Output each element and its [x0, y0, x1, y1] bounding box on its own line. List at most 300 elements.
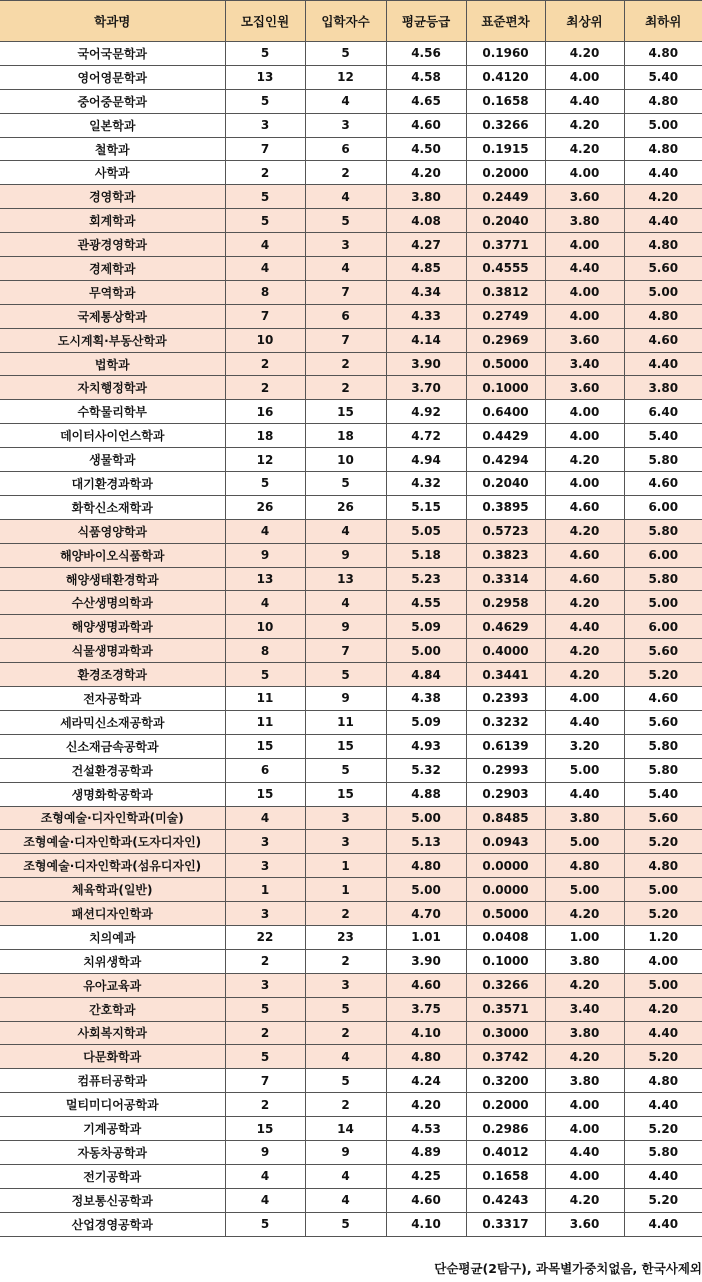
cell-average-grade: 4.93: [386, 734, 466, 758]
table-row: [0, 925, 702, 949]
table-row: [0, 1188, 702, 1212]
header-bottom-grade: 최하위: [624, 1, 702, 42]
cell-standard-deviation: 0.5000: [466, 902, 545, 926]
table-row: [0, 328, 702, 352]
cell-average-grade: 5.00: [386, 639, 466, 663]
cell-department: 수학물리학부: [0, 400, 225, 424]
cell-bottom-grade: 4.40: [624, 352, 702, 376]
cell-admitted-count: 5: [305, 472, 386, 496]
cell-top-grade: 4.20: [545, 902, 624, 926]
cell-bottom-grade: 5.60: [624, 806, 702, 830]
cell-standard-deviation: 0.2903: [466, 782, 545, 806]
cell-average-grade: 4.60: [386, 973, 466, 997]
cell-bottom-grade: 5.80: [624, 519, 702, 543]
table-row: [0, 424, 702, 448]
cell-department: 환경조경학과: [0, 663, 225, 687]
cell-top-grade: 4.40: [545, 257, 624, 281]
header-top-grade: 최상위: [545, 1, 624, 42]
cell-top-grade: 4.00: [545, 424, 624, 448]
cell-recruit-count: 3: [225, 902, 305, 926]
cell-bottom-grade: 4.80: [624, 42, 702, 66]
cell-bottom-grade: 5.40: [624, 65, 702, 89]
cell-department: 신소재금속공학과: [0, 734, 225, 758]
cell-bottom-grade: 5.80: [624, 758, 702, 782]
cell-average-grade: 5.00: [386, 878, 466, 902]
cell-bottom-grade: 4.80: [624, 854, 702, 878]
cell-bottom-grade: 4.20: [624, 997, 702, 1021]
cell-bottom-grade: 4.80: [624, 304, 702, 328]
cell-department: 자동차공학과: [0, 1140, 225, 1164]
table-row: [0, 1212, 702, 1236]
table-row: [0, 806, 702, 830]
cell-top-grade: 4.00: [545, 687, 624, 711]
cell-admitted-count: 7: [305, 328, 386, 352]
cell-admitted-count: 13: [305, 567, 386, 591]
cell-recruit-count: 8: [225, 639, 305, 663]
table-row: [0, 1093, 702, 1117]
cell-bottom-grade: 1.20: [624, 925, 702, 949]
cell-admitted-count: 5: [305, 209, 386, 233]
cell-admitted-count: 7: [305, 639, 386, 663]
cell-bottom-grade: 4.60: [624, 328, 702, 352]
cell-standard-deviation: 0.3266: [466, 113, 545, 137]
cell-average-grade: 5.05: [386, 519, 466, 543]
table-header-row: [0, 1, 702, 42]
cell-top-grade: 3.80: [545, 949, 624, 973]
cell-recruit-count: 7: [225, 137, 305, 161]
header-department: 학과명: [0, 1, 225, 42]
cell-admitted-count: 5: [305, 758, 386, 782]
cell-standard-deviation: 0.3266: [466, 973, 545, 997]
cell-standard-deviation: 0.6139: [466, 734, 545, 758]
table-row: [0, 257, 702, 281]
cell-admitted-count: 6: [305, 137, 386, 161]
cell-department: 법학과: [0, 352, 225, 376]
cell-average-grade: 3.70: [386, 376, 466, 400]
cell-top-grade: 3.80: [545, 1021, 624, 1045]
cell-average-grade: 3.75: [386, 997, 466, 1021]
cell-department: 체육학과(일반): [0, 878, 225, 902]
table-row: [0, 782, 702, 806]
cell-bottom-grade: 5.60: [624, 710, 702, 734]
cell-average-grade: 4.58: [386, 65, 466, 89]
cell-top-grade: 4.40: [545, 89, 624, 113]
cell-admitted-count: 15: [305, 734, 386, 758]
cell-recruit-count: 1: [225, 878, 305, 902]
cell-bottom-grade: 5.60: [624, 257, 702, 281]
cell-department: 영어영문학과: [0, 65, 225, 89]
cell-standard-deviation: 0.5000: [466, 352, 545, 376]
cell-top-grade: 5.00: [545, 758, 624, 782]
cell-department: 대기환경과학과: [0, 472, 225, 496]
cell-top-grade: 4.20: [545, 519, 624, 543]
cell-department: 철학과: [0, 137, 225, 161]
cell-bottom-grade: 5.00: [624, 280, 702, 304]
cell-department: 유아교육과: [0, 973, 225, 997]
cell-recruit-count: 4: [225, 806, 305, 830]
cell-standard-deviation: 0.0408: [466, 925, 545, 949]
cell-bottom-grade: 5.40: [624, 782, 702, 806]
table-row: [0, 161, 702, 185]
cell-average-grade: 4.80: [386, 1045, 466, 1069]
cell-bottom-grade: 4.20: [624, 185, 702, 209]
cell-standard-deviation: 0.0943: [466, 830, 545, 854]
table-row: [0, 997, 702, 1021]
cell-standard-deviation: 0.2449: [466, 185, 545, 209]
cell-standard-deviation: 0.3000: [466, 1021, 545, 1045]
cell-top-grade: 3.40: [545, 352, 624, 376]
cell-bottom-grade: 5.20: [624, 1188, 702, 1212]
table-row: [0, 1164, 702, 1188]
cell-average-grade: 4.53: [386, 1117, 466, 1141]
cell-admitted-count: 11: [305, 710, 386, 734]
cell-top-grade: 3.80: [545, 209, 624, 233]
cell-standard-deviation: 0.4294: [466, 448, 545, 472]
cell-standard-deviation: 0.2040: [466, 472, 545, 496]
cell-bottom-grade: 5.60: [624, 639, 702, 663]
table-row: [0, 65, 702, 89]
cell-average-grade: 4.27: [386, 233, 466, 257]
cell-standard-deviation: 0.4429: [466, 424, 545, 448]
table-row: [0, 854, 702, 878]
cell-recruit-count: 26: [225, 495, 305, 519]
cell-recruit-count: 3: [225, 973, 305, 997]
cell-bottom-grade: 5.00: [624, 113, 702, 137]
cell-recruit-count: 4: [225, 233, 305, 257]
cell-department: 국제통상학과: [0, 304, 225, 328]
cell-recruit-count: 2: [225, 949, 305, 973]
cell-standard-deviation: 0.3771: [466, 233, 545, 257]
cell-recruit-count: 4: [225, 1188, 305, 1212]
cell-standard-deviation: 0.4243: [466, 1188, 545, 1212]
cell-bottom-grade: 5.00: [624, 973, 702, 997]
cell-average-grade: 4.80: [386, 854, 466, 878]
table-row: [0, 280, 702, 304]
cell-department: 조형예술·디자인학과(섬유디자인): [0, 854, 225, 878]
cell-admitted-count: 5: [305, 42, 386, 66]
cell-average-grade: 5.32: [386, 758, 466, 782]
cell-department: 간호학과: [0, 997, 225, 1021]
cell-department: 일본학과: [0, 113, 225, 137]
cell-top-grade: 4.60: [545, 567, 624, 591]
cell-admitted-count: 5: [305, 1069, 386, 1093]
cell-top-grade: 5.00: [545, 830, 624, 854]
cell-standard-deviation: 0.4012: [466, 1140, 545, 1164]
cell-department: 경제학과: [0, 257, 225, 281]
cell-admitted-count: 5: [305, 1212, 386, 1236]
cell-admitted-count: 12: [305, 65, 386, 89]
cell-department: 수산생명의학과: [0, 591, 225, 615]
cell-department: 관광경영학과: [0, 233, 225, 257]
cell-recruit-count: 9: [225, 543, 305, 567]
cell-recruit-count: 5: [225, 89, 305, 113]
table-body: [0, 42, 702, 1237]
cell-top-grade: 4.20: [545, 113, 624, 137]
cell-top-grade: 4.60: [545, 495, 624, 519]
cell-top-grade: 4.60: [545, 543, 624, 567]
table-row: [0, 137, 702, 161]
cell-recruit-count: 5: [225, 663, 305, 687]
cell-standard-deviation: 0.3895: [466, 495, 545, 519]
cell-bottom-grade: 5.20: [624, 902, 702, 926]
table-row: [0, 902, 702, 926]
table-row: [0, 1117, 702, 1141]
cell-recruit-count: 4: [225, 1164, 305, 1188]
cell-average-grade: 4.85: [386, 257, 466, 281]
cell-admitted-count: 1: [305, 854, 386, 878]
cell-department: 무역학과: [0, 280, 225, 304]
cell-admitted-count: 18: [305, 424, 386, 448]
cell-recruit-count: 5: [225, 185, 305, 209]
cell-admitted-count: 2: [305, 949, 386, 973]
cell-department: 조형예술·디자인학과(미술): [0, 806, 225, 830]
cell-bottom-grade: 4.40: [624, 161, 702, 185]
cell-top-grade: 4.20: [545, 448, 624, 472]
cell-recruit-count: 7: [225, 304, 305, 328]
cell-department: 조형예술·디자인학과(도자디자인): [0, 830, 225, 854]
cell-average-grade: 4.92: [386, 400, 466, 424]
cell-top-grade: 1.00: [545, 925, 624, 949]
cell-standard-deviation: 0.3571: [466, 997, 545, 1021]
cell-admitted-count: 23: [305, 925, 386, 949]
cell-average-grade: 4.20: [386, 1093, 466, 1117]
cell-recruit-count: 5: [225, 472, 305, 496]
cell-standard-deviation: 0.1658: [466, 89, 545, 113]
cell-top-grade: 3.80: [545, 806, 624, 830]
table-row: [0, 687, 702, 711]
cell-average-grade: 5.15: [386, 495, 466, 519]
cell-standard-deviation: 0.4000: [466, 639, 545, 663]
cell-bottom-grade: 6.00: [624, 495, 702, 519]
cell-top-grade: 4.80: [545, 854, 624, 878]
cell-recruit-count: 5: [225, 1212, 305, 1236]
cell-bottom-grade: 4.40: [624, 1021, 702, 1045]
cell-standard-deviation: 0.2958: [466, 591, 545, 615]
cell-bottom-grade: 4.40: [624, 1164, 702, 1188]
table-row: [0, 233, 702, 257]
table-row: [0, 567, 702, 591]
cell-admitted-count: 4: [305, 591, 386, 615]
cell-standard-deviation: 0.1960: [466, 42, 545, 66]
cell-department: 생명화학공학과: [0, 782, 225, 806]
cell-average-grade: 3.80: [386, 185, 466, 209]
cell-average-grade: 4.33: [386, 304, 466, 328]
cell-department: 중어중문학과: [0, 89, 225, 113]
cell-recruit-count: 3: [225, 854, 305, 878]
cell-recruit-count: 7: [225, 1069, 305, 1093]
cell-recruit-count: 12: [225, 448, 305, 472]
cell-top-grade: 4.40: [545, 615, 624, 639]
cell-standard-deviation: 0.6400: [466, 400, 545, 424]
cell-top-grade: 4.00: [545, 233, 624, 257]
cell-standard-deviation: 0.2000: [466, 161, 545, 185]
cell-top-grade: 4.40: [545, 782, 624, 806]
cell-recruit-count: 6: [225, 758, 305, 782]
cell-department: 해양생태환경학과: [0, 567, 225, 591]
cell-average-grade: 4.88: [386, 782, 466, 806]
cell-bottom-grade: 5.80: [624, 448, 702, 472]
cell-department: 기계공학과: [0, 1117, 225, 1141]
cell-bottom-grade: 6.00: [624, 543, 702, 567]
cell-average-grade: 4.94: [386, 448, 466, 472]
cell-average-grade: 4.14: [386, 328, 466, 352]
cell-standard-deviation: 0.0000: [466, 878, 545, 902]
cell-average-grade: 4.24: [386, 1069, 466, 1093]
cell-average-grade: 4.34: [386, 280, 466, 304]
cell-admitted-count: 2: [305, 1093, 386, 1117]
cell-top-grade: 3.60: [545, 185, 624, 209]
table-row: [0, 1045, 702, 1069]
cell-top-grade: 4.20: [545, 591, 624, 615]
cell-admitted-count: 10: [305, 448, 386, 472]
table-row: [0, 758, 702, 782]
table-row: [0, 710, 702, 734]
cell-average-grade: 3.90: [386, 949, 466, 973]
cell-top-grade: 4.00: [545, 1117, 624, 1141]
cell-admitted-count: 2: [305, 902, 386, 926]
cell-average-grade: 4.60: [386, 1188, 466, 1212]
cell-department: 컴퓨터공학과: [0, 1069, 225, 1093]
table-row: [0, 42, 702, 66]
table-row: [0, 830, 702, 854]
cell-standard-deviation: 0.4629: [466, 615, 545, 639]
table-row: [0, 495, 702, 519]
cell-recruit-count: 16: [225, 400, 305, 424]
cell-recruit-count: 4: [225, 519, 305, 543]
cell-average-grade: 4.08: [386, 209, 466, 233]
header-standard-deviation: 표준편차: [466, 1, 545, 42]
cell-recruit-count: 3: [225, 830, 305, 854]
cell-bottom-grade: 5.00: [624, 591, 702, 615]
table-row: [0, 209, 702, 233]
cell-bottom-grade: 4.80: [624, 89, 702, 113]
cell-standard-deviation: 0.2040: [466, 209, 545, 233]
cell-department: 산업경영공학과: [0, 1212, 225, 1236]
cell-recruit-count: 2: [225, 352, 305, 376]
cell-recruit-count: 10: [225, 615, 305, 639]
cell-admitted-count: 3: [305, 830, 386, 854]
cell-recruit-count: 18: [225, 424, 305, 448]
cell-department: 해양생명과학과: [0, 615, 225, 639]
cell-bottom-grade: 5.00: [624, 878, 702, 902]
cell-admitted-count: 3: [305, 113, 386, 137]
table-row: [0, 663, 702, 687]
cell-department: 자치행정학과: [0, 376, 225, 400]
cell-standard-deviation: 0.1658: [466, 1164, 545, 1188]
cell-recruit-count: 5: [225, 1045, 305, 1069]
cell-top-grade: 4.00: [545, 65, 624, 89]
table-row: [0, 591, 702, 615]
cell-top-grade: 3.60: [545, 328, 624, 352]
cell-department: 해양바이오식품학과: [0, 543, 225, 567]
table-row: [0, 448, 702, 472]
cell-department: 데이터사이언스학과: [0, 424, 225, 448]
cell-standard-deviation: 0.3812: [466, 280, 545, 304]
cell-department: 생물학과: [0, 448, 225, 472]
cell-admitted-count: 5: [305, 997, 386, 1021]
table-row: [0, 185, 702, 209]
cell-average-grade: 5.18: [386, 543, 466, 567]
cell-standard-deviation: 0.3200: [466, 1069, 545, 1093]
cell-standard-deviation: 0.2993: [466, 758, 545, 782]
cell-average-grade: 5.23: [386, 567, 466, 591]
cell-recruit-count: 15: [225, 782, 305, 806]
cell-admitted-count: 15: [305, 400, 386, 424]
cell-admitted-count: 9: [305, 687, 386, 711]
cell-average-grade: 4.72: [386, 424, 466, 448]
header-admitted-count: 입학자수: [305, 1, 386, 42]
cell-top-grade: 4.20: [545, 137, 624, 161]
cell-recruit-count: 13: [225, 567, 305, 591]
cell-recruit-count: 2: [225, 1021, 305, 1045]
cell-admitted-count: 15: [305, 782, 386, 806]
cell-admitted-count: 6: [305, 304, 386, 328]
cell-bottom-grade: 5.80: [624, 1140, 702, 1164]
cell-bottom-grade: 5.80: [624, 734, 702, 758]
cell-bottom-grade: 4.80: [624, 233, 702, 257]
cell-admitted-count: 4: [305, 89, 386, 113]
footnote: 단순평균(2탐구), 과목별가중치없음, 한국사제외: [434, 1261, 702, 1276]
cell-admitted-count: 9: [305, 615, 386, 639]
cell-admitted-count: 1: [305, 878, 386, 902]
cell-department: 화학신소재학과: [0, 495, 225, 519]
table-row: [0, 878, 702, 902]
cell-admitted-count: 4: [305, 1188, 386, 1212]
cell-department: 국어국문학과: [0, 42, 225, 66]
cell-top-grade: 4.00: [545, 400, 624, 424]
cell-standard-deviation: 0.3823: [466, 543, 545, 567]
cell-top-grade: 4.40: [545, 710, 624, 734]
cell-top-grade: 4.20: [545, 1045, 624, 1069]
cell-bottom-grade: 5.20: [624, 1117, 702, 1141]
cell-top-grade: 4.00: [545, 280, 624, 304]
cell-top-grade: 4.00: [545, 161, 624, 185]
cell-admitted-count: 7: [305, 280, 386, 304]
cell-standard-deviation: 0.1915: [466, 137, 545, 161]
cell-average-grade: 4.60: [386, 113, 466, 137]
cell-standard-deviation: 0.3314: [466, 567, 545, 591]
cell-average-grade: 5.09: [386, 710, 466, 734]
cell-recruit-count: 2: [225, 161, 305, 185]
cell-department: 식품영양학과: [0, 519, 225, 543]
cell-average-grade: 4.20: [386, 161, 466, 185]
cell-bottom-grade: 3.80: [624, 376, 702, 400]
cell-department: 치위생학과: [0, 949, 225, 973]
cell-average-grade: 4.55: [386, 591, 466, 615]
cell-recruit-count: 4: [225, 591, 305, 615]
table-row: [0, 89, 702, 113]
cell-top-grade: 3.40: [545, 997, 624, 1021]
cell-admitted-count: 4: [305, 257, 386, 281]
cell-bottom-grade: 4.00: [624, 949, 702, 973]
cell-recruit-count: 2: [225, 376, 305, 400]
cell-department: 도시계획·부동산학과: [0, 328, 225, 352]
cell-top-grade: 4.20: [545, 1188, 624, 1212]
cell-bottom-grade: 4.80: [624, 1069, 702, 1093]
cell-admitted-count: 2: [305, 352, 386, 376]
cell-standard-deviation: 0.4555: [466, 257, 545, 281]
cell-standard-deviation: 0.4120: [466, 65, 545, 89]
cell-department: 세라믹신소재공학과: [0, 710, 225, 734]
cell-top-grade: 5.00: [545, 878, 624, 902]
cell-admitted-count: 2: [305, 376, 386, 400]
cell-bottom-grade: 5.40: [624, 424, 702, 448]
cell-top-grade: 4.00: [545, 1164, 624, 1188]
cell-standard-deviation: 0.3232: [466, 710, 545, 734]
cell-average-grade: 1.01: [386, 925, 466, 949]
cell-recruit-count: 11: [225, 687, 305, 711]
cell-recruit-count: 5: [225, 42, 305, 66]
